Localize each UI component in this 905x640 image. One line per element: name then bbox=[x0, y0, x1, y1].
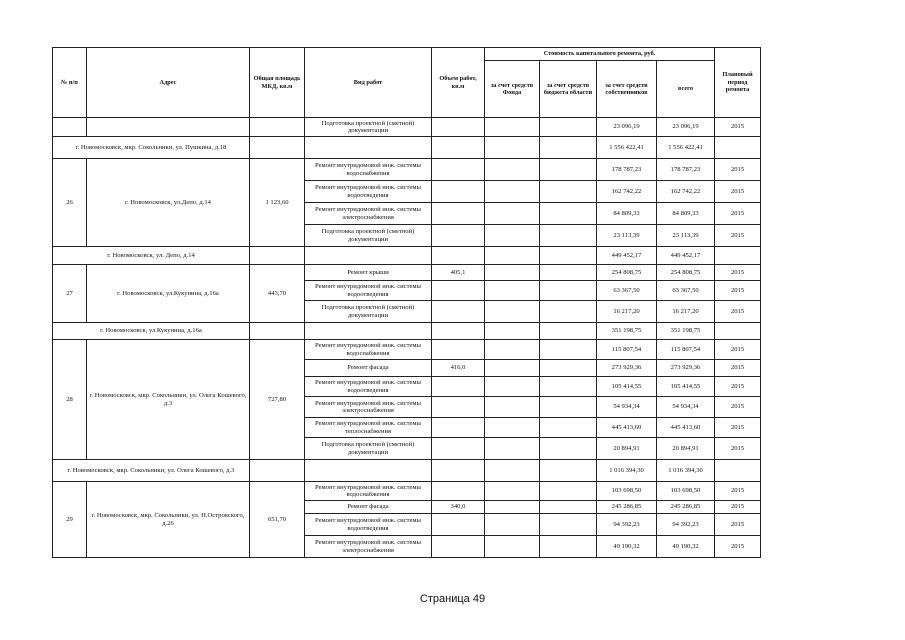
total-cell: 23 096,19 bbox=[657, 118, 715, 137]
year-cell: 2015 bbox=[715, 281, 761, 301]
item-number: 26 bbox=[53, 159, 87, 247]
owners-cell: 245 286,85 bbox=[597, 501, 657, 514]
year-cell: 2015 bbox=[715, 514, 761, 536]
subtotal-row bbox=[53, 137, 761, 159]
year-cell: 2015 bbox=[715, 203, 761, 225]
year-cell: 2015 bbox=[715, 536, 761, 558]
owners-cell: 63 367,50 bbox=[597, 281, 657, 301]
owners-cell: 94 392,23 bbox=[597, 514, 657, 536]
total-cell: 115 807,54 bbox=[657, 340, 715, 360]
owners-cell: 20 894,91 bbox=[597, 438, 657, 460]
total-cell: 16 217,20 bbox=[657, 301, 715, 323]
work-type-cell: Ремонт внутридомовой инж. системы водоснабжения bbox=[305, 482, 432, 501]
year-cell: 2015 bbox=[715, 438, 761, 460]
owners-cell: 178 787,23 bbox=[597, 159, 657, 181]
work-type-cell: Ремонт внутридомовой инж. системы электроснабжения bbox=[305, 536, 432, 558]
total-cell: 178 787,23 bbox=[657, 159, 715, 181]
owners-cell: 103 698,50 bbox=[597, 482, 657, 501]
header-area: Общая площадь МКД, кв.м bbox=[250, 48, 305, 118]
year-cell: 2015 bbox=[715, 301, 761, 323]
year-cell: 2015 bbox=[715, 418, 761, 438]
subtotal-total: 449 452,17 bbox=[657, 247, 715, 265]
total-cell: 162 742,22 bbox=[657, 181, 715, 203]
work-type-cell: Ремонт внутридомовой инж. системы электроснабжения bbox=[305, 397, 432, 418]
subtotal-address: г. Новомосковск, ул.Кукунина, д.16а bbox=[53, 323, 250, 340]
year-cell: 2015 bbox=[715, 377, 761, 397]
total-cell: 445 413,60 bbox=[657, 418, 715, 438]
total-cell: 49 190,32 bbox=[657, 536, 715, 558]
owners-cell: 23 096,19 bbox=[597, 118, 657, 137]
owners-cell: 115 807,54 bbox=[597, 340, 657, 360]
table-row bbox=[53, 265, 761, 281]
header-fund: за счет средств Фонда bbox=[485, 61, 540, 118]
work-type-cell: Ремонт внутридомовой инж. системы теплоснабжения bbox=[305, 418, 432, 438]
owners-cell: 84 809,33 bbox=[597, 203, 657, 225]
year-cell: 2015 bbox=[715, 340, 761, 360]
volume-cell: 340,0 bbox=[432, 501, 485, 514]
work-type-cell: Ремонт внутридомовой инж. системы электроснабжения bbox=[305, 203, 432, 225]
subtotal-owners: 1 016 394,30 bbox=[597, 460, 657, 482]
year-cell: 2015 bbox=[715, 118, 761, 137]
work-type-cell: Ремонт внутридомовой инж. системы водоотведения bbox=[305, 514, 432, 536]
header-address: Адрес bbox=[87, 48, 250, 118]
total-cell: 20 894,91 bbox=[657, 438, 715, 460]
volume-cell: 416,0 bbox=[432, 360, 485, 377]
year-cell: 2015 bbox=[715, 265, 761, 281]
address-cell: г. Новомосковск, ул.Депо, д.14 bbox=[87, 159, 250, 247]
area-cell: 443,70 bbox=[250, 265, 305, 323]
area-cell: 1 123,60 bbox=[250, 159, 305, 247]
owners-cell: 273 929,36 bbox=[597, 360, 657, 377]
total-cell: 254 808,75 bbox=[657, 265, 715, 281]
subtotal-total: 1 016 394,30 bbox=[657, 460, 715, 482]
total-cell: 54 934,34 bbox=[657, 397, 715, 418]
year-cell: 2015 bbox=[715, 181, 761, 203]
total-cell: 23 113,39 bbox=[657, 225, 715, 247]
work-type-cell: Ремонт фасада bbox=[305, 501, 432, 514]
year-cell: 2015 bbox=[715, 397, 761, 418]
subtotal-total: 1 556 422,41 bbox=[657, 137, 715, 159]
owners-cell: 105 414,55 bbox=[597, 377, 657, 397]
item-number: 28 bbox=[53, 340, 87, 460]
total-cell: 273 929,36 bbox=[657, 360, 715, 377]
header-period: Плановый период ремонта bbox=[715, 48, 761, 118]
subtotal-row bbox=[53, 323, 761, 340]
address-cell: г. Новомосковск, ул.Кукунина, д.16а bbox=[87, 265, 250, 323]
total-cell: 63 367,50 bbox=[657, 281, 715, 301]
owners-cell: 54 934,34 bbox=[597, 397, 657, 418]
subtotal-row bbox=[53, 247, 761, 265]
header-region-budget: за счет средств бюджета области bbox=[540, 61, 597, 118]
area-cell: 727,80 bbox=[250, 340, 305, 460]
subtotal-total: 351 198,75 bbox=[657, 323, 715, 340]
header-owners: за счет средств собственников bbox=[597, 61, 657, 118]
table-row bbox=[53, 340, 761, 360]
work-type-cell: Ремонт внутридомовой инж. системы водоснабжения bbox=[305, 340, 432, 360]
subtotal-owners: 1 556 422,41 bbox=[597, 137, 657, 159]
work-type-cell: Ремонт внутридомовой инж. системы водоотведения bbox=[305, 181, 432, 203]
work-type-cell: Подготовка проектной (сметной) документации bbox=[305, 438, 432, 460]
year-cell: 2015 bbox=[715, 159, 761, 181]
header-num: № п/п bbox=[53, 48, 87, 118]
work-type-cell: Ремонт внутридомовой инж. системы водоснабжения bbox=[305, 159, 432, 181]
volume-cell: 405,1 bbox=[432, 265, 485, 281]
subtotal-row bbox=[53, 460, 761, 482]
total-cell: 103 698,50 bbox=[657, 482, 715, 501]
header-total: всего bbox=[657, 61, 715, 118]
total-cell: 94 392,23 bbox=[657, 514, 715, 536]
work-type-cell: Ремонт внутридомовой инж. системы водоотведения bbox=[305, 281, 432, 301]
work-type-cell: Подготовка проектной (сметной) документации bbox=[305, 301, 432, 323]
subtotal-address: г. Новомосковск, мкр. Сокольники, ул. Пушкина, д.18 bbox=[53, 137, 250, 159]
table-row bbox=[53, 159, 761, 181]
year-cell: 2015 bbox=[715, 225, 761, 247]
owners-cell: 16 217,20 bbox=[597, 301, 657, 323]
subtotal-address: г. Новомосковск, ул. Депо, д.14 bbox=[53, 247, 250, 265]
header-row-top bbox=[53, 48, 761, 61]
work-type-cell: Подготовка проектной (сметной) документации bbox=[305, 118, 432, 137]
year-cell: 2015 bbox=[715, 360, 761, 377]
work-type-cell: Ремонт внутридомовой инж. системы водоотведения bbox=[305, 377, 432, 397]
owners-cell: 23 113,39 bbox=[597, 225, 657, 247]
owners-cell: 445 413,60 bbox=[597, 418, 657, 438]
address-cell: г. Новомосковск, мкр. Сокольники, ул. Н.Островского, д.26 bbox=[87, 482, 250, 558]
owners-cell: 162 742,22 bbox=[597, 181, 657, 203]
work-type-cell: Ремонт крыши bbox=[305, 265, 432, 281]
header-cost-group: Стоимость капитального ремонта, руб. bbox=[485, 48, 715, 61]
repair-schedule-table bbox=[52, 47, 761, 558]
work-type-cell: Подготовка проектной (сметной) документации bbox=[305, 225, 432, 247]
header-work-type: Вид работ bbox=[305, 48, 432, 118]
total-cell: 84 809,33 bbox=[657, 203, 715, 225]
work-type-cell: Ремонт фасада bbox=[305, 360, 432, 377]
total-cell: 105 414,55 bbox=[657, 377, 715, 397]
total-cell: 245 286,85 bbox=[657, 501, 715, 514]
subtotal-owners: 351 198,75 bbox=[597, 323, 657, 340]
page-number: Страница 49 bbox=[419, 593, 486, 605]
owners-cell: 49 190,32 bbox=[597, 536, 657, 558]
table-row bbox=[53, 482, 761, 501]
year-cell: 2015 bbox=[715, 501, 761, 514]
owners-cell: 254 808,75 bbox=[597, 265, 657, 281]
header-volume: Объем работ, кв.м bbox=[432, 48, 485, 118]
year-cell: 2015 bbox=[715, 482, 761, 501]
item-number: 29 bbox=[53, 482, 87, 558]
table-row bbox=[53, 118, 761, 137]
subtotal-owners: 449 452,17 bbox=[597, 247, 657, 265]
area-cell: 651,70 bbox=[250, 482, 305, 558]
subtotal-address: г. Новомосковск, мкр. Сокольники, ул. Олега Кошевого, д.3 bbox=[53, 460, 250, 482]
item-number: 27 bbox=[53, 265, 87, 323]
address-cell: г. Новомосковск, мкр. Сокольники, ул. Олега Кошевого, д.3 bbox=[87, 340, 250, 460]
